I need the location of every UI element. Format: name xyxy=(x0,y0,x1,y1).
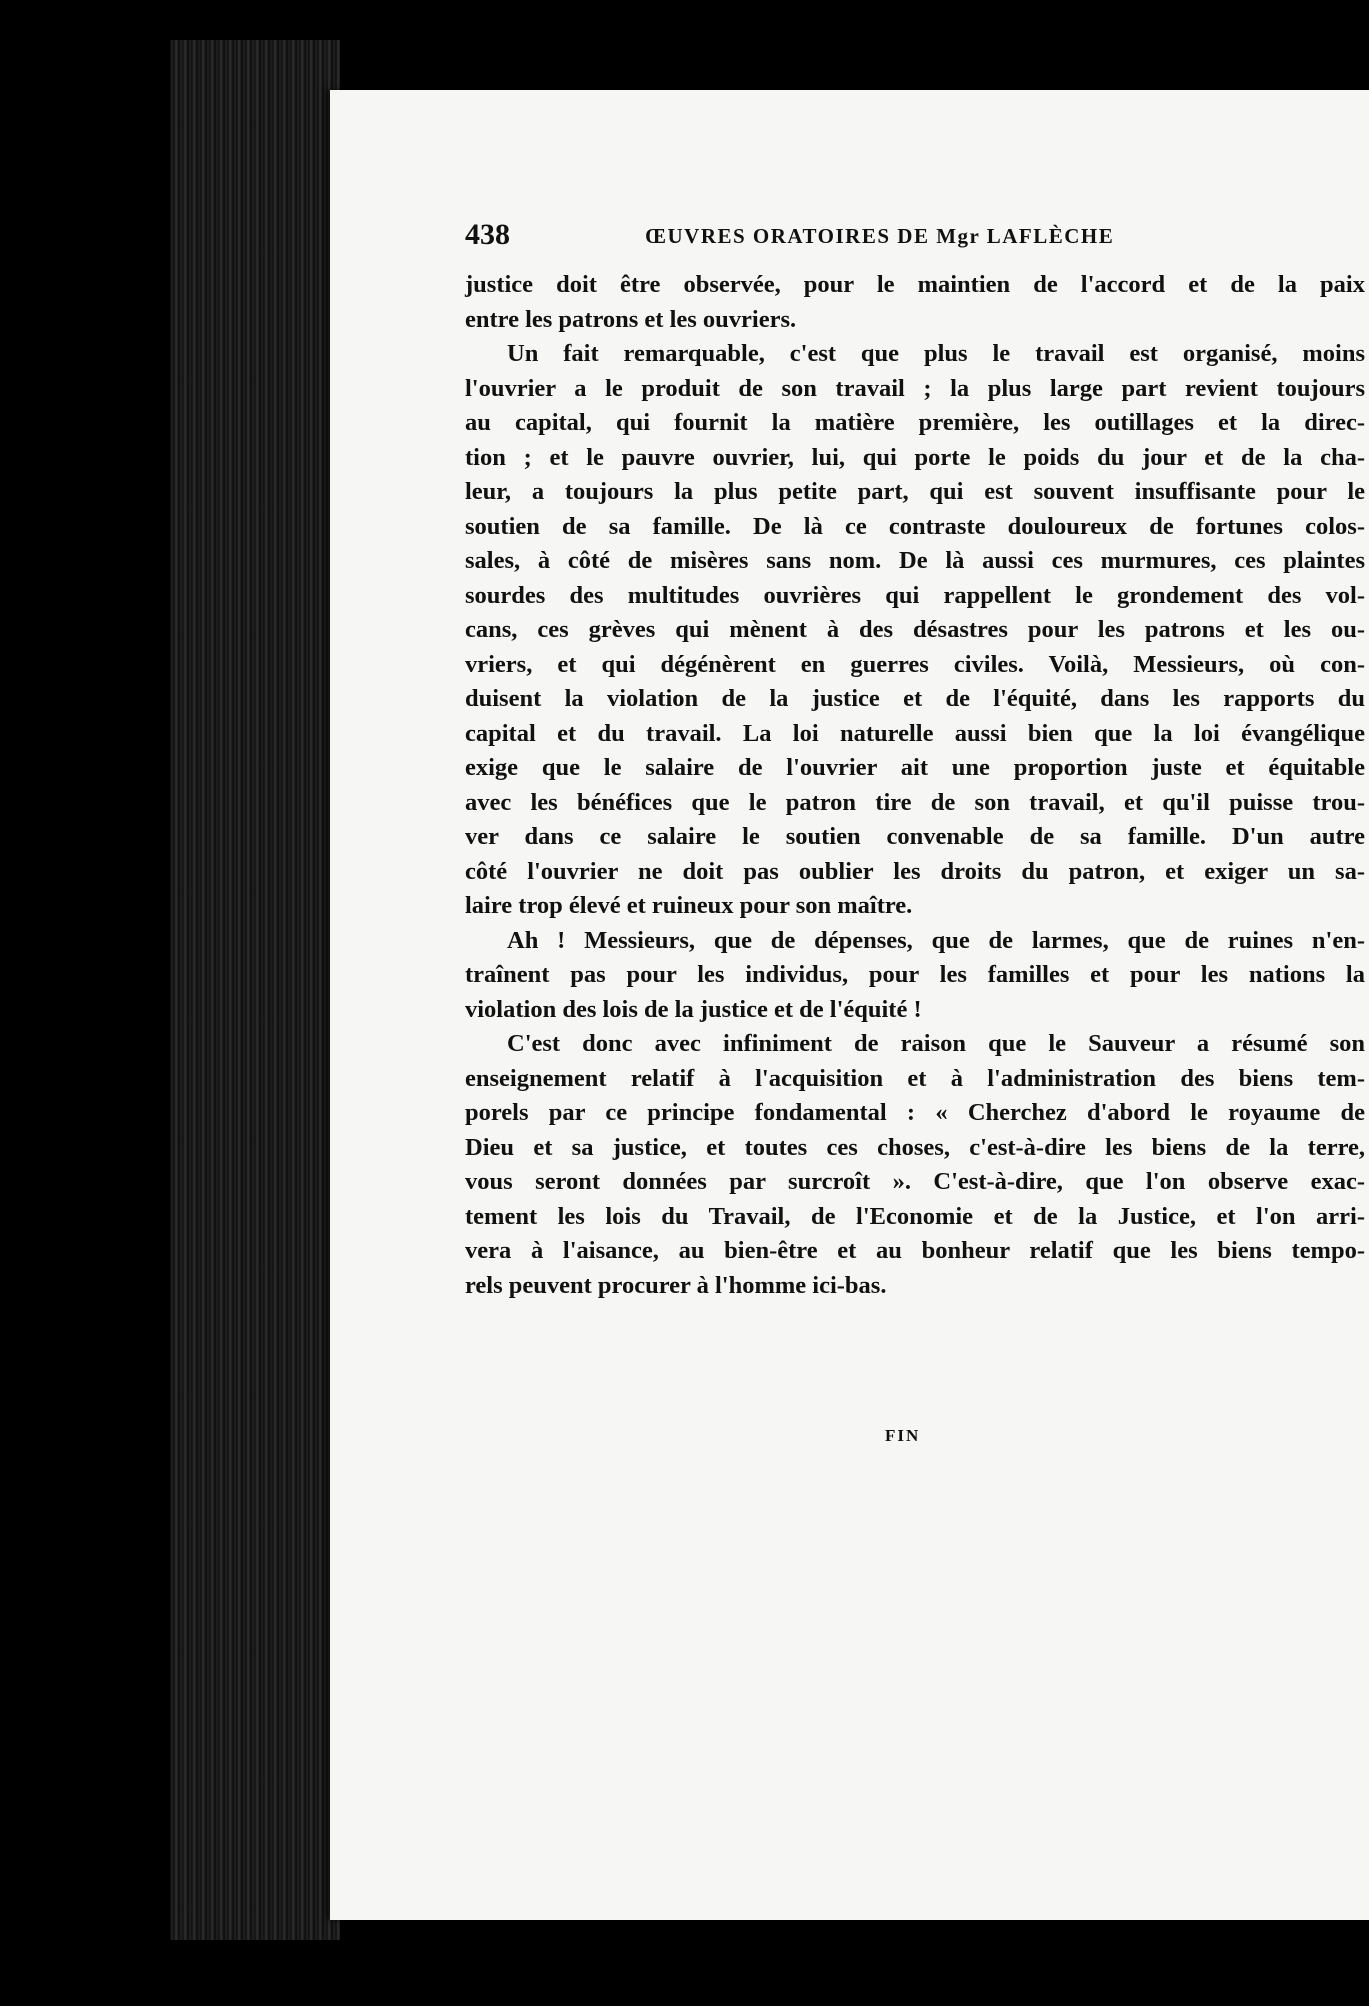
text-line: enseignement relatif à l'acquisition et à l'administration des biens tem- xyxy=(465,1064,1365,1092)
text-line: Ah ! Messieurs, que de dépenses, que de larmes, que de ruines n'en- xyxy=(507,926,1365,954)
text-line: sourdes des multitudes ouvrières qui rappellent le grondement des vol- xyxy=(465,581,1365,609)
text-line: l'ouvrier a le produit de son travail ; la plus large part revient toujours xyxy=(465,374,1365,402)
text-line: ver dans ce salaire le soutien convenable de sa famille. D'un autre xyxy=(465,823,1365,850)
running-title: ŒUVRES ORATOIRES DE Mgr LAFLÈCHE xyxy=(645,224,1115,248)
text-line: tion ; et le pauvre ouvrier, lui, qui porte le poids du jour et de la cha- xyxy=(465,443,1365,471)
end-mark: FIN xyxy=(885,1426,921,1445)
paragraph xyxy=(465,337,1365,924)
text-line: côté l'ouvrier ne doit pas oublier les droits du patron, et exiger un sa- xyxy=(465,857,1365,885)
text-line: laire trop élevé et ruineux pour son maître. xyxy=(465,892,913,919)
book-page xyxy=(330,90,1369,1920)
text-line: Un fait remarquable, c'est que plus le travail est organisé, moins xyxy=(507,340,1365,367)
paragraph xyxy=(465,268,1365,337)
paragraph xyxy=(465,1027,1365,1303)
text-line: sales, à côté de misères sans nom. De là aussi ces murmures, ces plaintes xyxy=(465,547,1365,574)
text-line: soutien de sa famille. De là ce contraste douloureux de fortunes colos- xyxy=(465,512,1365,540)
text-line: vriers, et qui dégénèrent en guerres civiles. Voilà, Messieurs, où con- xyxy=(465,650,1365,678)
text-line: vera à l'aisance, au bien-être et au bonheur relatif que les biens tempo- xyxy=(465,1237,1365,1264)
text-line: duisent la violation de la justice et de l'équité, dans les rapports du xyxy=(465,685,1365,712)
text-line: violation des lois de la justice et de l'équité ! xyxy=(465,995,922,1023)
text-line: exige que le salaire de l'ouvrier ait une proportion juste et équitable xyxy=(465,754,1365,781)
text-line: rels peuvent procurer à l'homme ici-bas. xyxy=(465,1271,887,1299)
text-line: Dieu et sa justice, et toutes ces choses, c'est-à-dire les biens de la terre, xyxy=(465,1133,1365,1161)
text-line: capital et du travail. La loi naturelle aussi bien que la loi évangélique xyxy=(465,719,1365,747)
paragraph xyxy=(465,924,1365,1028)
text-line: vous seront données par surcroît ». C'est-à-dire, que l'on observe exac- xyxy=(465,1168,1365,1195)
text-line: porels par ce principe fondamental : « Cherchez d'abord le royaume de xyxy=(465,1099,1365,1126)
text-line: au capital, qui fournit la matière première, les outillages et la direc- xyxy=(465,409,1365,436)
text-line: leur, a toujours la plus petite part, qui est souvent insuffisante pour le xyxy=(465,478,1365,505)
text-line: entre les patrons et les ouvriers. xyxy=(465,305,797,333)
text-line: cans, ces grèves qui mènent à des désastres pour les patrons et les ou- xyxy=(465,616,1365,643)
text-line: C'est donc avec infiniment de raison que le Sauveur a résumé son xyxy=(507,1030,1365,1057)
running-head xyxy=(465,218,1365,258)
page-number: 438 xyxy=(465,218,510,251)
text-line: avec les bénéfices que le patron tire de son travail, et qu'il puisse trou- xyxy=(465,788,1365,816)
body-text xyxy=(465,268,1365,1303)
text-line: tement les lois du Travail, de l'Economie et de la Justice, et l'on arri- xyxy=(465,1202,1365,1230)
book-edges xyxy=(170,40,340,1940)
text-line: justice doit être observée, pour le maintien de l'accord et de la paix xyxy=(465,271,1365,298)
text-line: traînent pas pour les individus, pour les familles et pour les nations la xyxy=(465,961,1365,988)
